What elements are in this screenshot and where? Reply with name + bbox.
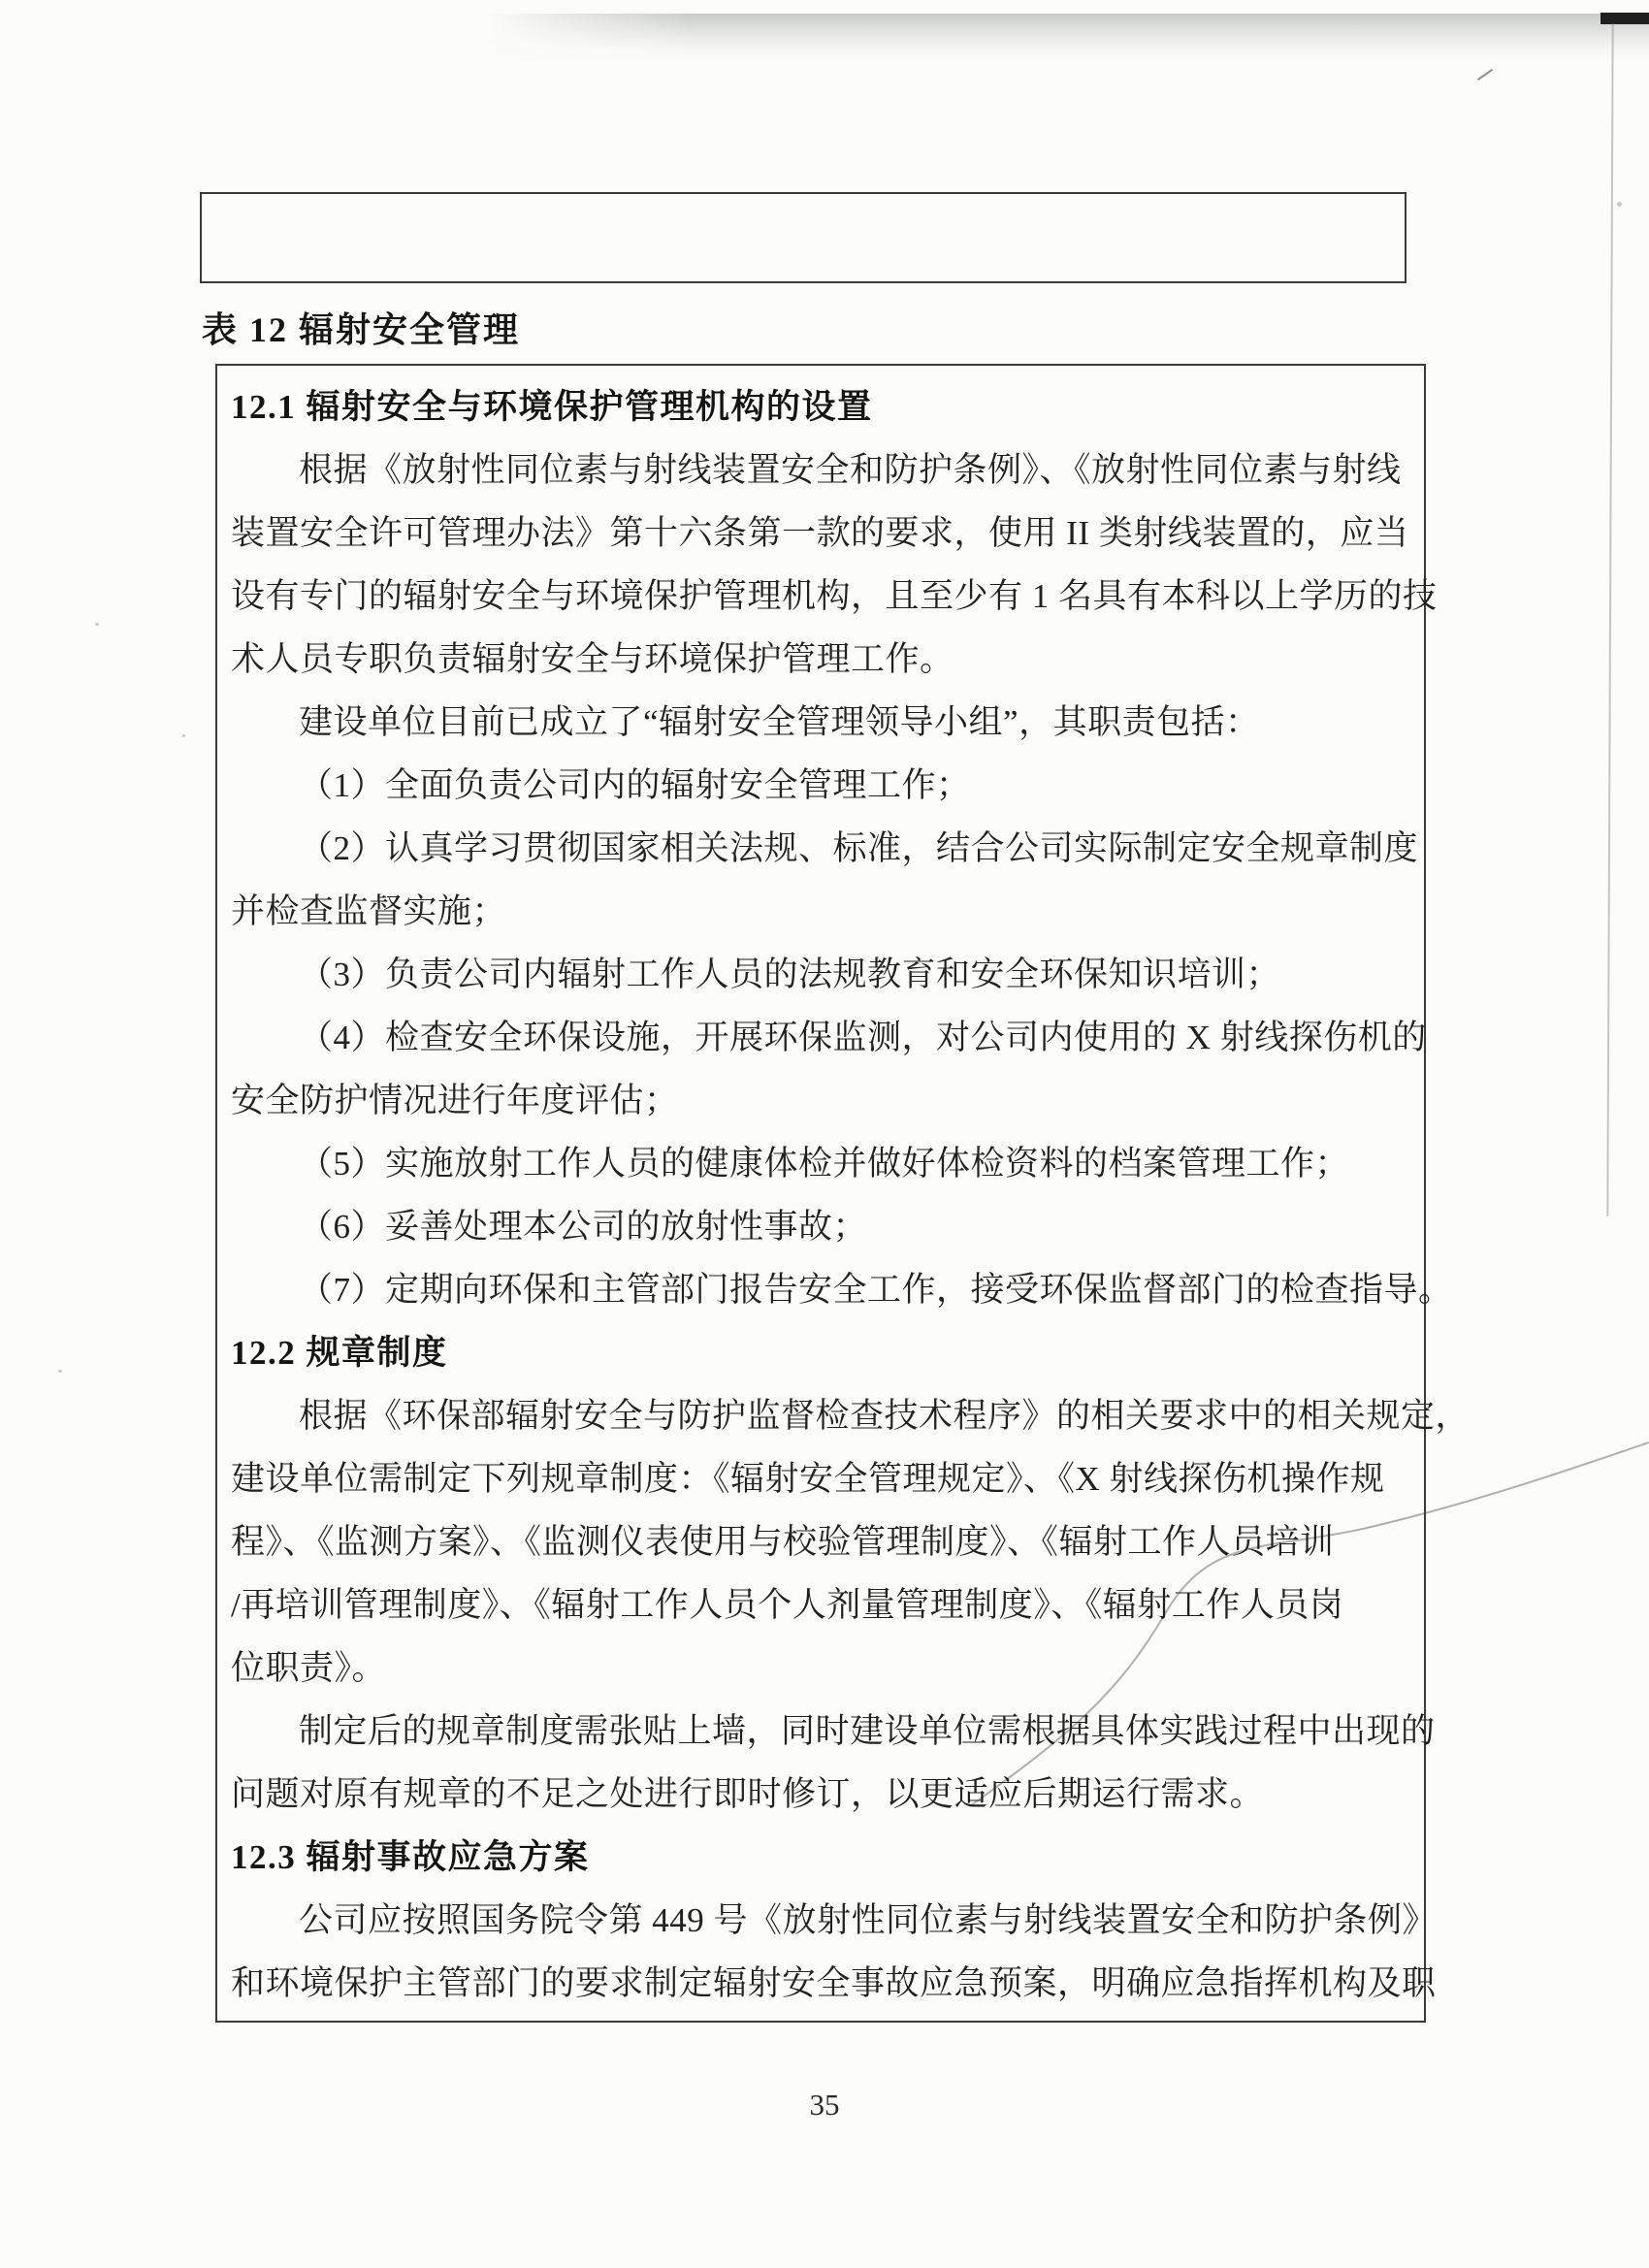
text-line: （1）全面负责公司内的辐射安全管理工作； <box>299 766 971 804</box>
empty-header-box <box>200 192 1406 283</box>
page-number: 35 <box>809 2088 840 2122</box>
text-line: （5）实施放射工作人员的健康体检并做好体检资料的档案管理工作； <box>299 1145 1350 1183</box>
text-line: （4）检查安全环保设施，开展环保监测，对公司内使用的 X 射线探伤机的 <box>299 1019 1427 1056</box>
section-heading: 12.1 辐射安全与环境保护管理机构的设置 <box>231 388 873 426</box>
text-line: 并检查监督实施； <box>231 892 507 930</box>
text-line: （6）妥善处理本公司的放射性事故； <box>299 1208 868 1246</box>
content-lines <box>231 375 1471 2015</box>
text-line: 制定后的规章制度需张贴上墙，同时建设单位需根据具体实践过程中出现的 <box>299 1712 1436 1750</box>
text-line: 建设单位目前已成立了“辐射安全管理领导小组”，其职责包括： <box>299 703 1260 741</box>
text-line: 根据《环保部辐射安全与防护监督检查技术程序》的相关要求中的相关规定， <box>299 1397 1471 1435</box>
section-heading: 12.2 规章制度 <box>231 1334 448 1372</box>
text-line: 问题对原有规章的不足之处进行即时修订，以更适应后期运行需求。 <box>231 1775 1265 1813</box>
text-line: （3）负责公司内辐射工作人员的法规教育和安全环保知识培训； <box>299 956 1281 993</box>
section-heading: 12.3 辐射事故应急方案 <box>231 1838 590 1876</box>
text-line: （2）认真学习贯彻国家相关法规、标准，结合公司实际制定安全规章制度 <box>299 829 1419 867</box>
text-line: 术人员专职负责辐射安全与环境保护管理工作。 <box>231 640 954 678</box>
text-line: 安全防护情况进行年度评估； <box>231 1082 679 1119</box>
text-line: 位职责》。 <box>231 1649 387 1687</box>
text-line: 程》、《监测方案》、《监测仪表使用与校验管理制度》、《辐射工作人员培训 <box>231 1523 1335 1561</box>
table-title: 表 12 辐射安全管理 <box>202 310 521 349</box>
text-line: （7）定期向环保和主管部门报告安全工作，接受环保监督部门的检查指导。 <box>299 1271 1453 1309</box>
text-line: 建设单位需制定下列规章制度：《辐射安全管理规定》、《X 射线探伤机操作规 <box>231 1460 1385 1498</box>
text-line: 根据《放射性同位素与射线装置安全和防护条例》、《放射性同位素与射线 <box>299 451 1402 489</box>
text-line: 装置安全许可管理办法》第十六条第一款的要求，使用 II 类射线装置的，应当 <box>231 514 1409 552</box>
text-line: /再培训管理制度》、《辐射工作人员个人剂量管理制度》、《辐射工作人员岗 <box>231 1586 1344 1624</box>
text-line: 公司应按照国务院令第 449 号《放射性同位素与射线装置安全和防护条例》 <box>299 1901 1438 1939</box>
content-box <box>215 364 1471 2023</box>
text-line: 和环境保护主管部门的要求制定辐射安全事故应急预案，明确应急指挥机构及职 <box>231 1964 1437 2002</box>
text-line: 设有专门的辐射安全与环境保护管理机构，且至少有 1 名具有本科以上学历的技 <box>231 577 1438 615</box>
